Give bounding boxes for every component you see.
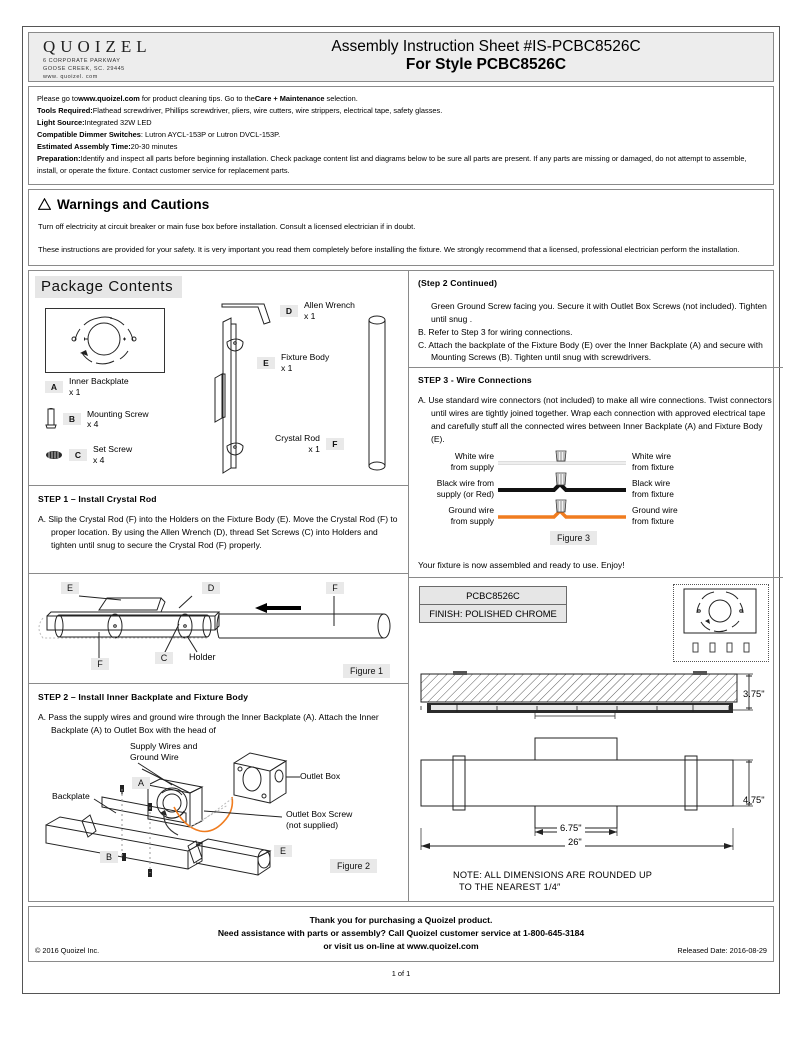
address-line-3: www. quoizel. com (43, 73, 98, 80)
right-column (409, 271, 783, 901)
company-address (43, 58, 152, 81)
front-elevation-drawing (417, 736, 765, 856)
warnings-title: Warnings and Cautions (57, 196, 210, 212)
step-1-section (29, 485, 408, 573)
figure-2-callout-a: A (132, 777, 150, 789)
dimmer-label: Compatible Dimmer Switches (37, 129, 141, 139)
wire-left-ground-l1: Ground wire (448, 505, 494, 516)
warnings-block (28, 189, 774, 267)
part-f-label (275, 433, 320, 454)
wire-left-white-l2: from supply (450, 462, 494, 473)
outlet-screw-line1: Outlet Box Screw (286, 808, 353, 819)
outlet-screw-line2: (not supplied) (286, 820, 339, 831)
time-value: 20-30 minutes (130, 141, 178, 151)
prep-value: Identify and inspect all parts before beginning installation. Check package content list and diagrams below to be sure all parts are present. If any parts are missing or damaged, do not attempt to assemble, install, or operate the fixture. Contact customer service for replacement parts. (37, 153, 747, 175)
tools-line (37, 105, 765, 117)
part-c-label (93, 444, 132, 465)
figure-2-callout-outlet-screw (286, 809, 352, 831)
left-column (29, 271, 409, 901)
part-f-tag: F (326, 438, 344, 450)
figure-2-callout-supply-wires (130, 741, 197, 763)
step-2-text: A. Pass the supply wires and ground wire through the Inner Backplate (A). Attach the Inner Backplate (A) to Outlet Box with the head of (38, 712, 379, 736)
prep-line (37, 153, 765, 177)
part-d-qty: x 1 (304, 311, 316, 322)
warning-paragraph-2: These instructions are provided for your safety. It is very important you read them completely before installing the fixture. We strongly recommend that a licensed, professional electrician perform the installation. (38, 244, 740, 254)
warnings-heading (38, 197, 764, 212)
figure-3-label: Figure 3 (550, 531, 597, 545)
step-1-title: STEP 1 – Install Crystal Rod (38, 494, 157, 505)
step-2-section (29, 683, 408, 891)
part-d-label (304, 300, 355, 321)
wire-right-white-l1: White wire (632, 451, 672, 462)
wire-left-black-l1: Black wire from (436, 478, 494, 489)
figure-2-callout-b: B (100, 851, 118, 863)
crystal-rod-illustration (365, 314, 389, 472)
package-contents-title: Package Contents (35, 276, 182, 298)
figure-2-label: Figure 2 (330, 859, 377, 873)
step-2-continued-a: Green Ground Screw facing you. Secure it with Outlet Box Screws (not included). Tighten until snug . (431, 301, 767, 325)
part-e-qty: x 1 (281, 363, 293, 374)
wire-right-black-l1: Black wire (632, 478, 671, 489)
footer-message (29, 907, 773, 956)
info-text (29, 87, 773, 184)
part-b-row (45, 408, 149, 430)
figure-2-callout-e: E (274, 845, 292, 857)
fixture-body-illustration (213, 316, 253, 476)
light-value: Integrated 32W LED (84, 117, 152, 127)
step-1-text: A. Slip the Crystal Rod (F) into the Holders on the Fixture Body (E). Move the Crystal Rod (F) to proper location. By using the Allen Wrench (D), thread Set Screws (C) into Holders and tighten until snug to secure the Crystal Rod (F) properly. (38, 514, 398, 550)
part-e-label (281, 352, 329, 373)
wire-left-white (418, 451, 494, 473)
backplate-mini-diagram (673, 584, 769, 662)
tools-value: Flathead screwdriver, Phillips screwdriver, pliers, wire cutters, wire strippers, electrical tape, safety glasses. (92, 105, 443, 115)
wire-left-black (418, 478, 494, 500)
part-a-label (69, 376, 129, 397)
figure-2-callout-backplate: Backplate (52, 790, 90, 801)
specifications-section (409, 577, 783, 902)
dim-width-label: 26" (565, 836, 585, 847)
part-b-tag: B (63, 413, 81, 425)
wire-right-black (632, 478, 674, 500)
figure-1-callout-f-top: F (326, 582, 344, 594)
sheet-frame (22, 26, 780, 994)
step-2-continued-c: C. Attach the backplate of the Fixture Body (E) over the Inner Backplate (A) and secure with Mounting Screws (B). Tighten until snug with screwdrivers. (418, 339, 763, 363)
part-d-tag: D (280, 305, 298, 317)
finish-table (419, 586, 567, 623)
wire-right-white (632, 451, 674, 473)
figure-1-section (29, 573, 408, 683)
part-f-name: Crystal Rod (275, 433, 320, 444)
cleaning-line (37, 93, 765, 105)
part-c-name: Set Screw (93, 444, 133, 455)
part-c-qty: x 4 (93, 455, 105, 466)
figure-1-callout-holder: Holder (189, 652, 216, 663)
light-label: Light Source: (37, 117, 85, 127)
step-3-section (409, 367, 783, 576)
step-2-continued-b: B. Refer to Step 3 for wiring connections. (418, 326, 573, 337)
part-c-tag: C (69, 449, 87, 461)
wire-right-ground-l2: from fixture (632, 516, 674, 527)
part-a-row (45, 376, 129, 397)
finish-value: FINISH: POLISHED CHROME (419, 605, 567, 623)
step-2-continued-section (409, 271, 783, 367)
footer-line-1: Thank you for purchasing a Quoizel product. (309, 915, 493, 926)
part-f-row (275, 433, 344, 454)
figure-1-label: Figure 1 (343, 664, 390, 678)
sheet-style: For Style PCBC8526C (405, 56, 567, 74)
released-date: Released Date: 2016-08-29 (677, 946, 767, 956)
figure-1-callout-d: D (202, 582, 220, 594)
prep-label: Preparation: (37, 153, 81, 163)
address-line-2: GOOSE CREEK, SC. 29445 (43, 65, 125, 72)
dimmer-line (37, 129, 765, 141)
main-content (28, 270, 774, 902)
step-3-title: STEP 3 - Wire Connections (418, 375, 532, 386)
brand-name: QUOIZEL (43, 37, 152, 56)
care-maintenance: Care + Maintenance (254, 94, 325, 103)
part-b-name: Mounting Screw (87, 408, 149, 419)
part-f-qty: x 1 (308, 444, 320, 455)
part-a-name: Inner Backplate (69, 376, 129, 387)
step-3-text: A. Use standard wire connectors (not included) to make all wire connections. Twist connectors until wires are tightly joined together. Wrap each connection with approved electrical tape and carefully stuff all the connected wires between Inner Backplate (A) and Fixture Body (E). (418, 395, 772, 444)
part-d-name: Allen Wrench (304, 300, 355, 311)
dimensions-note (453, 869, 652, 894)
part-d-row (280, 300, 355, 321)
wire-right-ground (632, 505, 678, 527)
part-e-row (257, 352, 329, 373)
header-titles (209, 37, 763, 75)
sheet-header (28, 32, 774, 82)
wire-right-white-l2: from fixture (632, 462, 674, 473)
copyright-text: © 2016 Quoizel Inc. (35, 946, 100, 956)
figure-2-section (38, 741, 399, 881)
sheet-title: Assembly Instruction Sheet #IS-PCBC8526C (331, 38, 641, 55)
supply-wires-line2: Ground Wire (130, 752, 179, 763)
info-block (28, 86, 774, 185)
footer-line-3: or visit us on-line at www.quoizel.com (323, 941, 479, 952)
dim-depth-label: 4.75" (743, 793, 765, 805)
warning-triangle-icon (38, 198, 51, 210)
dim-height-label: 3.75" (743, 687, 765, 699)
time-label: Estimated Assembly Time: (37, 141, 131, 151)
figure-3-section (418, 449, 774, 553)
cleaning-pre: Please go to (37, 94, 79, 103)
page-number: 1 of 1 (391, 969, 411, 979)
wire-left-black-l2: supply (or Red) (436, 489, 494, 500)
step-2-continued-title: (Step 2 Continued) (418, 278, 498, 289)
wire-right-black-l2: from fixture (632, 489, 674, 500)
dimmer-value: : Lutron AYCL-153P or Lutron DVCL-153P. (140, 129, 281, 139)
note-line-2: TO THE NEAREST 1/4″ (459, 882, 561, 892)
sheet-footer (28, 906, 774, 962)
step-3-closing: Your fixture is now assembled and ready to use. Enjoy! (418, 560, 625, 571)
cleaning-mid: for product cleaning tips. Go to the (139, 94, 255, 103)
figure-1-callout-c: C (155, 652, 173, 664)
figure-1-callout-e: E (61, 582, 79, 594)
inner-backplate-illustration (45, 308, 165, 373)
part-e-tag: E (257, 357, 275, 369)
address-line-1: 6 CORPORATE PARKWAY (43, 58, 121, 64)
set-screw-icon (45, 450, 63, 460)
warning-paragraph-1: Turn off electricity at circuit breaker or main fuse box before installation. Consult a licensed electrician if in doubt. (38, 221, 416, 231)
part-b-label (87, 409, 149, 430)
cleaning-end: selection. (324, 94, 358, 103)
tools-label: Tools Required: (37, 105, 93, 115)
dim-center-label: 6.75" (557, 822, 585, 833)
part-a-tag: A (45, 381, 63, 393)
mounting-screw-icon (45, 408, 57, 430)
wire-left-ground-l2: from supply (450, 516, 494, 527)
quoizel-logo (43, 38, 152, 81)
wire-left-ground (418, 505, 494, 527)
light-line (37, 117, 765, 129)
supply-wires-line1: Supply Wires and (130, 740, 198, 751)
note-line-1: NOTE: ALL DIMENSIONS ARE ROUNDED UP (453, 869, 653, 880)
figure-1-callout-f-bottom: F (91, 658, 109, 670)
part-a-qty: x 1 (69, 387, 81, 398)
side-elevation-drawing (417, 670, 765, 730)
part-e-name: Fixture Body (281, 352, 330, 363)
time-line (37, 141, 765, 153)
wire-left-white-l1: White wire (454, 451, 494, 462)
footer-line-2: Need assistance with parts or assembly? Call Quoizel customer service at 1-800-645-3184 (217, 928, 585, 939)
package-contents-diagram (35, 298, 402, 478)
package-contents-section (29, 271, 408, 485)
quoizel-url: www.quoizel.com (78, 94, 140, 103)
model-number: PCBC8526C (419, 586, 567, 605)
part-c-row (45, 444, 132, 465)
wire-right-ground-l1: Ground wire (632, 505, 678, 516)
part-b-qty: x 4 (87, 419, 99, 430)
figure-2-callout-outlet-box: Outlet Box (300, 770, 341, 781)
step-2-title: STEP 2 – Install Inner Backplate and Fixture Body (38, 692, 249, 703)
